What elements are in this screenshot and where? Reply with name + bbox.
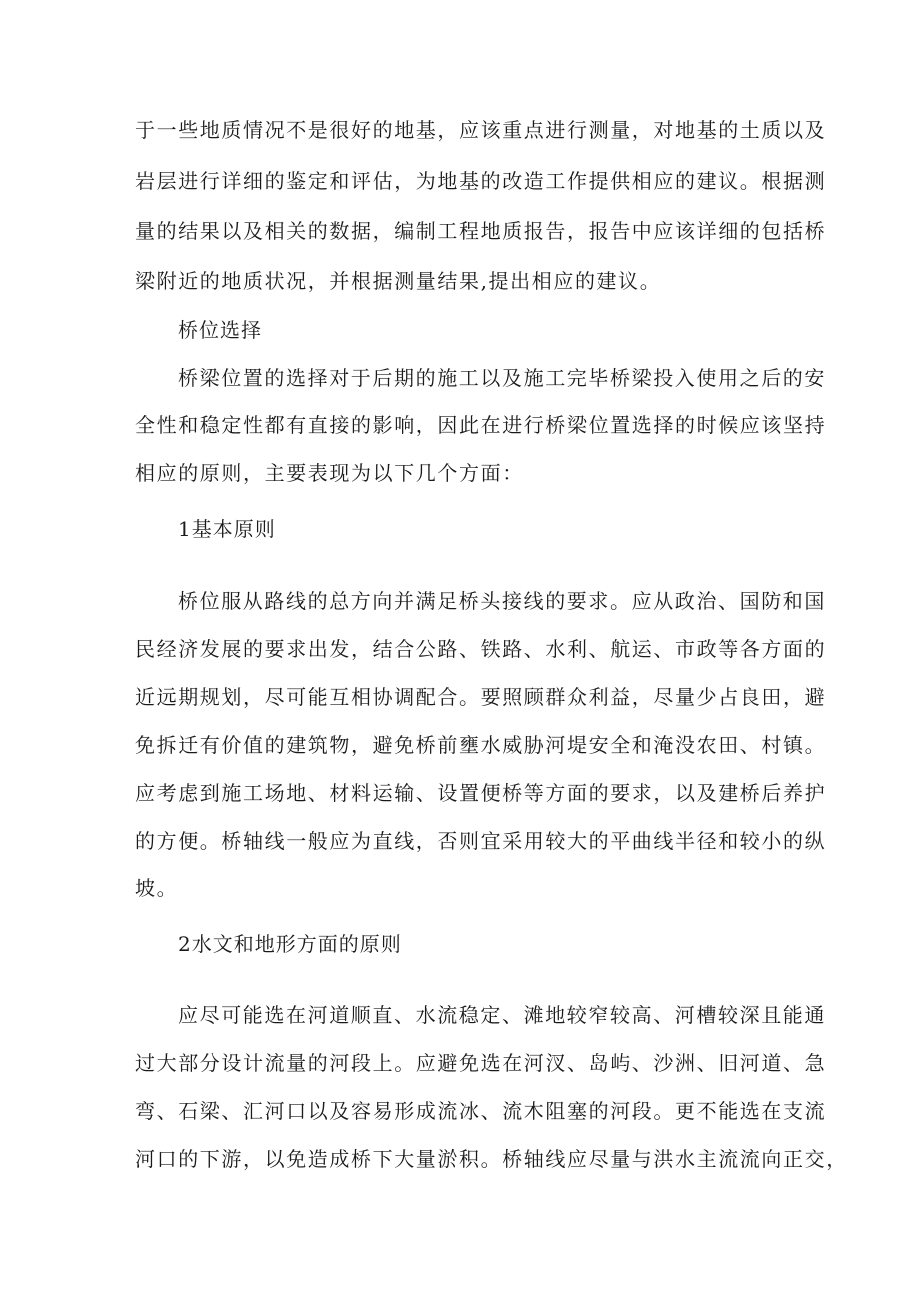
paragraph-line: 岩层进行详细的鉴定和评估，为地基的改造工作提供相应的建议。根据测 — [135, 169, 827, 193]
paragraph-line: 河口的下游，以免造成桥下大量淤积。桥轴线应尽量与洪水主流流向正交， — [135, 1147, 848, 1171]
section-heading-bridge-site: 桥位选择 — [178, 318, 262, 342]
paragraph-line: 桥梁位置的选择对于后期的施工以及施工完毕桥梁投入使用之后的安 — [178, 366, 826, 390]
paragraph-line: 量的结果以及相关的数据，编制工程地质报告，报告中应该详细的包括桥 — [135, 219, 827, 243]
paragraph-line: 全性和稳定性都有直接的影响，因此在进行桥梁位置选择的时候应该坚持 — [135, 413, 827, 437]
paragraph-line: 桥位服从路线的总方向并满足桥头接线的要求。应从政治、国防和国 — [178, 589, 826, 613]
paragraph-line: 于一些地质情况不是很好的地基，应该重点进行测量，对地基的土质以及 — [135, 118, 827, 142]
paragraph-line: 民经济发展的要求出发，结合公路、铁路、水利、航运、市政等各方面的 — [135, 637, 827, 661]
paragraph-line: 应考虑到施工场地、材料运输、设置便桥等方面的要求，以及建桥后养护 — [135, 781, 827, 805]
paragraph-line: 相应的原则，主要表现为以下几个方面： — [135, 461, 524, 485]
paragraph-line: 弯、石梁、汇河口以及容易形成流冰、流木阻塞的河段。更不能选在支流 — [135, 1099, 827, 1123]
paragraph-line: 应尽可能选在河道顺直、水流稳定、滩地较窄较高、河槽较深且能通 — [178, 1003, 826, 1027]
paragraph-line: 免拆迁有价值的建筑物，避免桥前壅水威胁河堤安全和淹没农田、村镇。 — [135, 733, 827, 757]
section-heading-hydrology: 2水文和地形方面的原则 — [178, 932, 402, 956]
paragraph-line: 梁附近的地质状况，并根据测量结果,提出相应的建议。 — [135, 269, 662, 293]
paragraph-line: 近远期规划，尽可能互相协调配合。要照顾群众利益，尽量少占良田，避 — [135, 685, 827, 709]
section-heading-basic-principles: 1基本原则 — [178, 517, 276, 541]
paragraph-line: 坡。 — [135, 876, 179, 900]
paragraph-line: 的方便。桥轴线一般应为直线，否则宜采用较大的平曲线半径和较小的纵 — [135, 829, 827, 853]
paragraph-line: 过大部分设计流量的河段上。应避免选在河汊、岛屿、沙洲、旧河道、急 — [135, 1051, 827, 1075]
